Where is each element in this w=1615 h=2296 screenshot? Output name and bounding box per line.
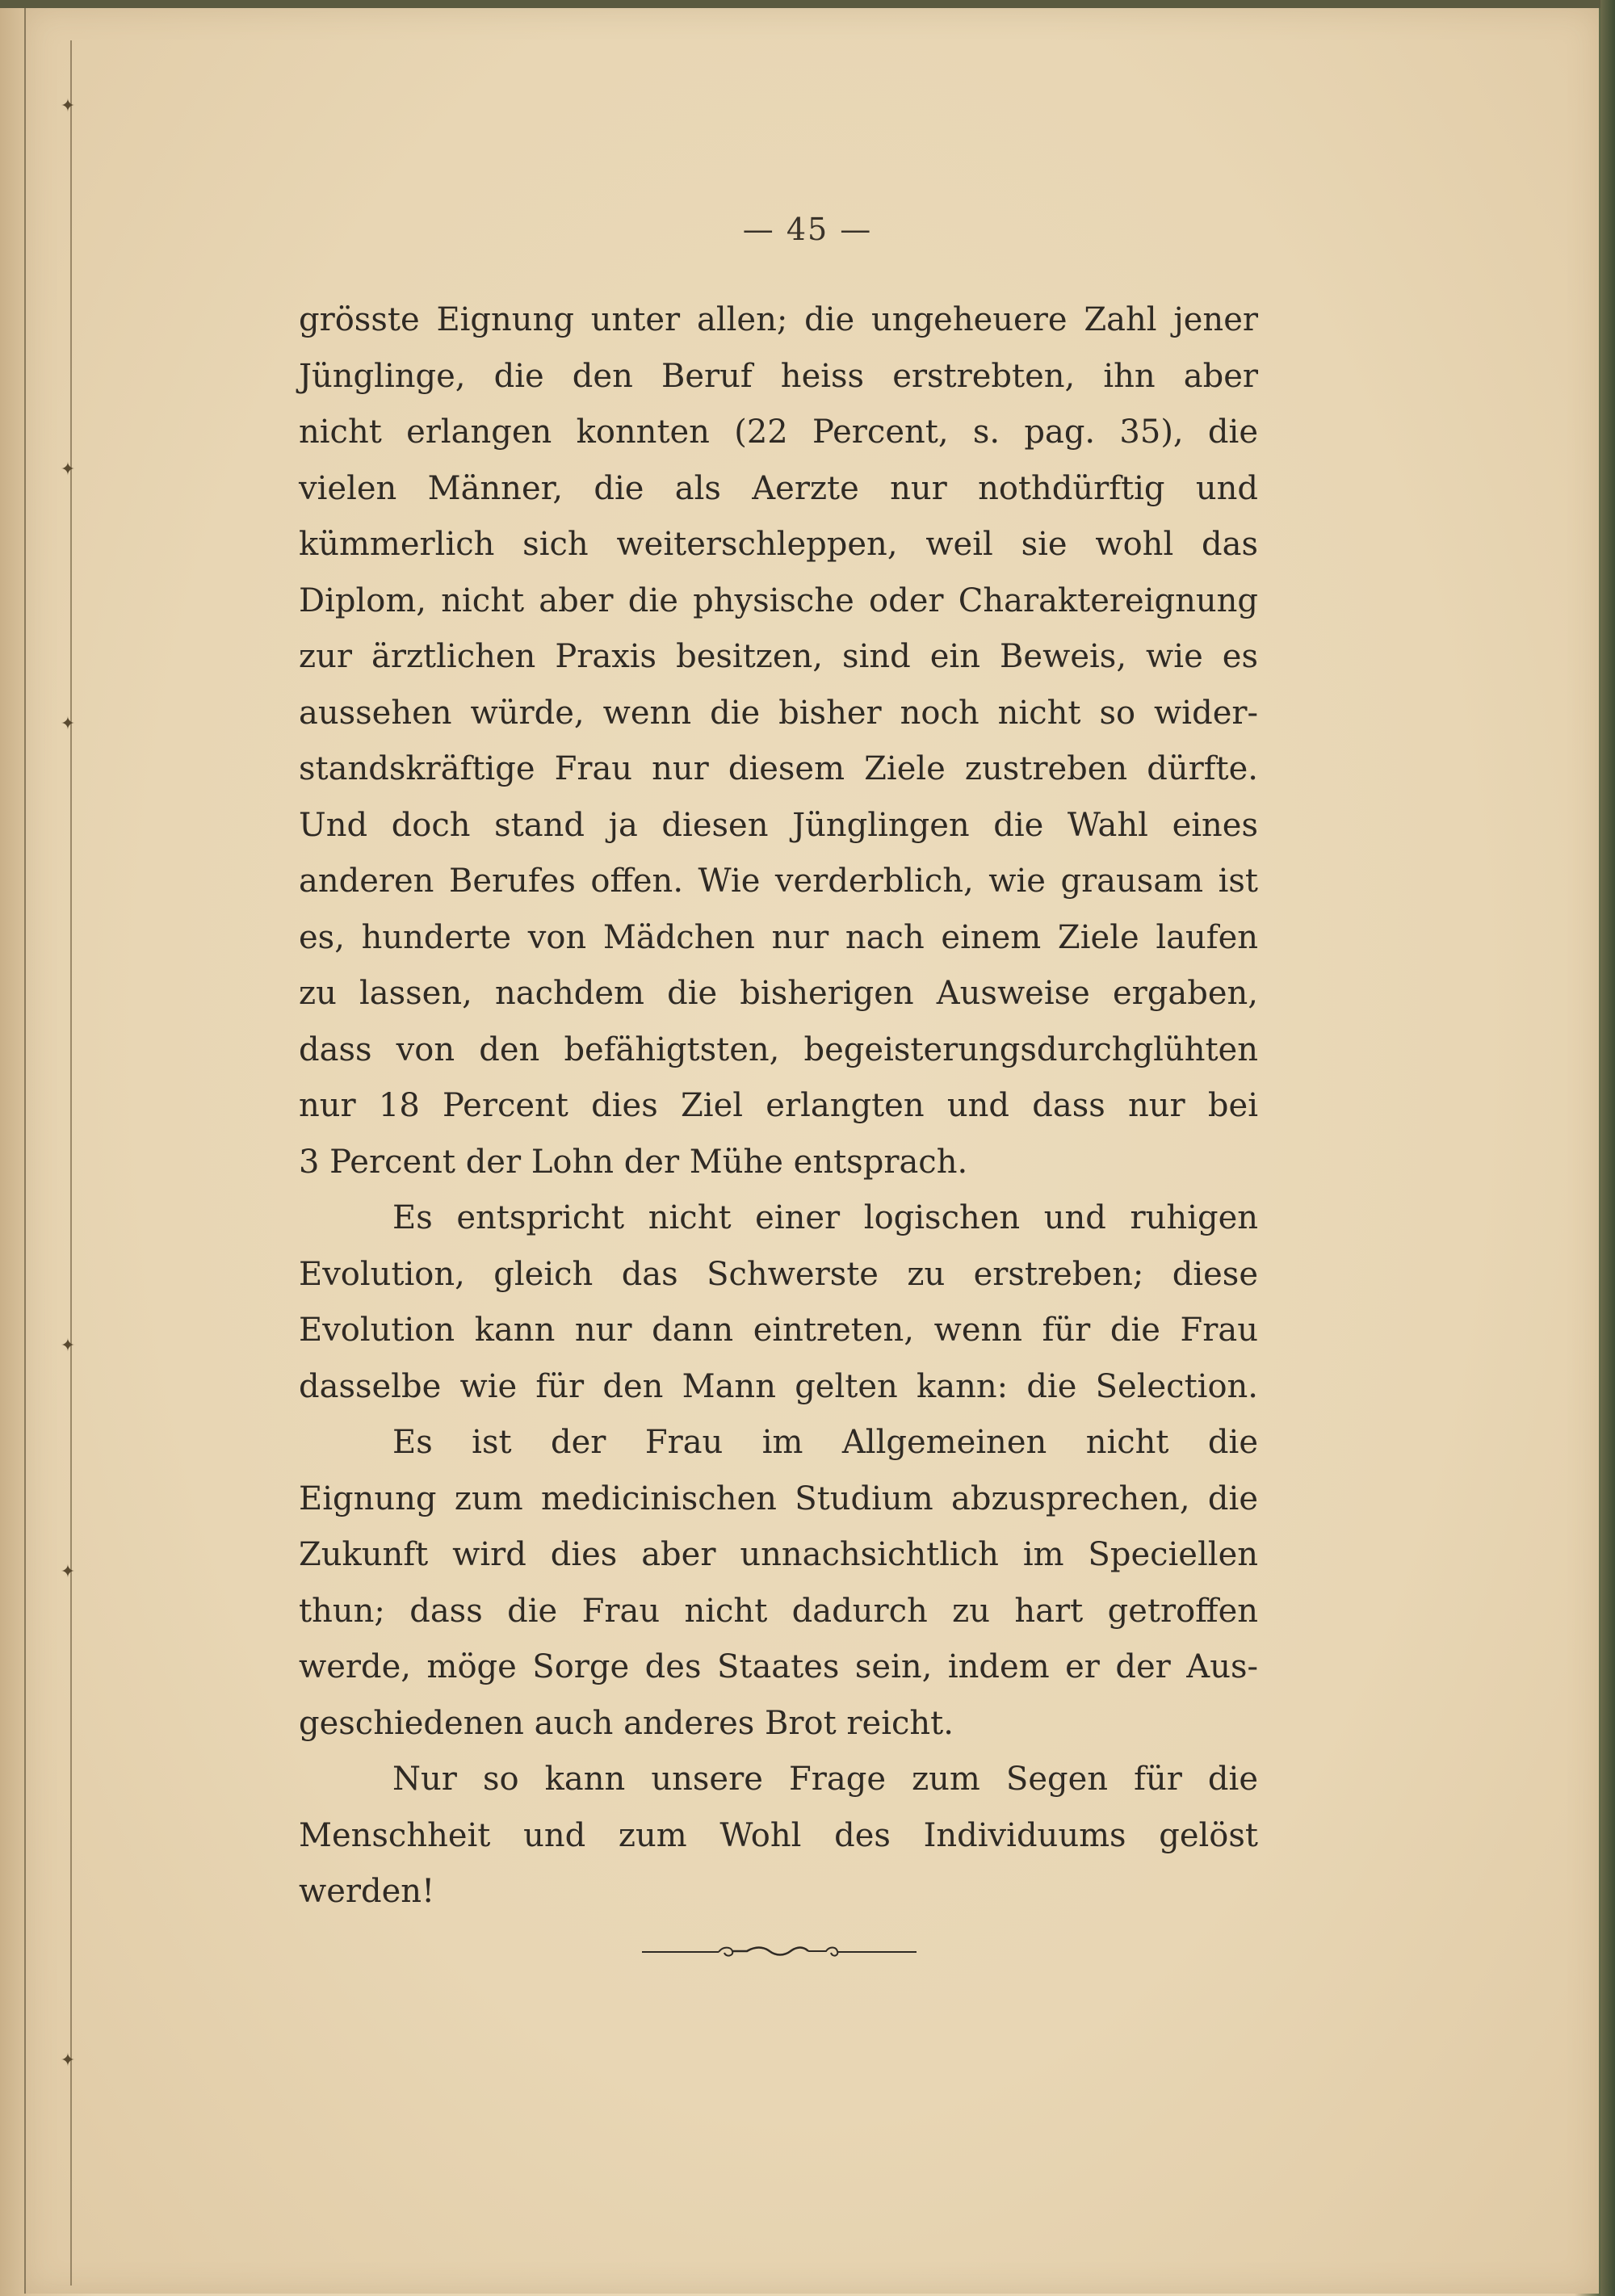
binding-stitch-line bbox=[70, 40, 72, 2286]
text-line: Zukunft wird dies aber unnachsichtlich im Speciellen bbox=[299, 1536, 1258, 1573]
text-line: werden! bbox=[299, 1873, 435, 1910]
text-line: Es ist der Frau im Allgemeinen nicht die bbox=[392, 1424, 1258, 1461]
text-line: anderen Berufes offen. Wie verderblich, wie grausam ist bbox=[299, 863, 1258, 900]
text-line: Eignung zum medicinischen Studium abzusprechen, die bbox=[299, 1480, 1258, 1517]
text-line: dasselbe wie für den Mann gelten kann: die Selection. bbox=[299, 1367, 1258, 1405]
text-line: Diplom, nicht aber die physische oder Charaktereignung bbox=[299, 581, 1258, 619]
top-edge bbox=[0, 0, 1615, 8]
text-line: Evolution kann nur dann eintreten, wenn für die Frau bbox=[299, 1312, 1258, 1349]
text-line: Es entspricht nicht einer logischen und ruhigen bbox=[392, 1199, 1258, 1236]
binding-thread-mark: ✦ bbox=[60, 96, 76, 116]
text-line: Jünglinge, die den Beruf heiss erstrebten, ihn aber bbox=[299, 357, 1258, 395]
end-ornament bbox=[642, 1940, 917, 1964]
text-line: Evolution, gleich das Schwerste zu erstreben; diese bbox=[299, 1255, 1258, 1293]
binding-thread-mark: ✦ bbox=[60, 1562, 76, 1582]
text-line: zur ärztlichen Praxis besitzen, sind ein Beweis, wie es bbox=[299, 638, 1258, 675]
text-line: werde, möge Sorge des Staates sein, indem er der Aus- bbox=[299, 1648, 1258, 1685]
text-line: thun; dass die Frau nicht dadurch zu hart getroffen bbox=[299, 1592, 1258, 1630]
binding-thread-mark: ✦ bbox=[60, 714, 76, 734]
book-cover-edge bbox=[1600, 0, 1615, 2296]
text-line: geschiedenen auch anderes Brot reicht. bbox=[299, 1704, 954, 1742]
binding-thread-mark: ✦ bbox=[60, 1336, 76, 1356]
text-line: grösste Eignung unter allen; die ungeheuere Zahl jener bbox=[299, 301, 1258, 338]
text-line: standskräftige Frau nur diesem Ziele zustreben dürfte. bbox=[299, 750, 1258, 787]
text-line: 3 Percent der Lohn der Mühe entsprach. bbox=[299, 1143, 968, 1181]
text-line: zu lassen, nachdem die bisherigen Ausweise ergaben, bbox=[299, 975, 1258, 1012]
body-text bbox=[299, 292, 1258, 1920]
text-line: aussehen würde, wenn die bisher noch nicht so wider- bbox=[299, 694, 1258, 732]
text-line: vielen Männer, die als Aerzte nur nothdürftig und bbox=[299, 469, 1258, 507]
text-line: Menschheit und zum Wohl des Individuums gelöst bbox=[299, 1816, 1258, 1854]
text-line: nur 18 Percent dies Ziel erlangten und dass nur bei bbox=[299, 1087, 1258, 1124]
binding-thread-mark: ✦ bbox=[60, 2050, 76, 2071]
text-line: Und doch stand ja diesen Jünglingen die Wahl eines bbox=[299, 806, 1258, 844]
binding-thread-mark: ✦ bbox=[60, 460, 76, 480]
page-number: — 45 — bbox=[742, 212, 873, 247]
text-line: dass von den befähigtsten, begeisterungsdurchglühten bbox=[299, 1030, 1258, 1068]
text-line: Nur so kann unsere Frage zum Segen für die bbox=[392, 1761, 1258, 1798]
text-line: kümmerlich sich weiterschleppen, weil sie wohl das bbox=[299, 526, 1258, 563]
text-line: nicht erlangen konnten (22 Percent, s. pag. 35), die bbox=[299, 413, 1258, 451]
text-line: es, hunderte von Mädchen nur nach einem Ziele laufen bbox=[299, 918, 1258, 956]
